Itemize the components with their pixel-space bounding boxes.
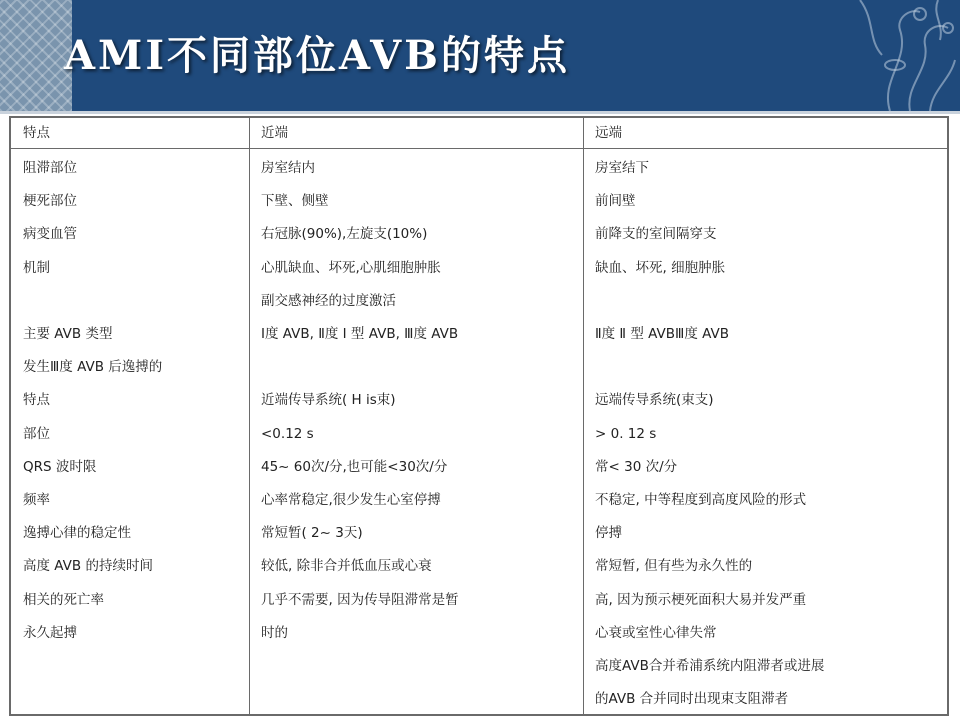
table-cell: 相关的死亡率 [23,591,104,608]
table-cell: 下壁、侧壁 [261,193,329,210]
ornament-icon [820,0,960,111]
table-cell: 停搏 [595,525,622,542]
table-cell: 前降支的室间隔穿支 [595,226,717,243]
table-cell: 逸搏心律的稳定性 [23,525,131,542]
table-cell: 机制 [23,259,50,276]
table-cell: 副交感神经的过度激活 [261,292,396,309]
header-pattern [0,0,72,111]
comparison-table [9,116,949,716]
table-cell: 阻滞部位 [23,160,77,176]
table-cell: QRS 波时限 [23,458,97,475]
column-divider [583,118,584,714]
table-cell: 高, 因为预示梗死面积大易并发严重 [595,591,807,608]
table-cell: 房室结下 [595,160,649,176]
table-cell: 主要 AVB 类型 [23,326,113,342]
header-row-divider [11,148,947,149]
table-cell: 高度 AVB 的持续时间 [23,558,153,575]
table-cell: 常< 30 次/分 [595,458,678,475]
table-cell: 心率常稳定,很少发生心室停搏 [261,492,441,508]
table-cell: 病变血管 [23,226,77,243]
table-cell: Ⅰ度 AVB, Ⅱ度 Ⅰ 型 AVB, Ⅲ度 AVB [261,326,459,342]
table-cell: 永久起搏 [23,624,77,641]
table-cell: > 0. 12 s [595,425,657,442]
table-cell: 不稳定, 中等程度到高度风险的形式 [595,492,807,508]
table-cell: 几乎不需要, 因为传导阻滞常是暂 [261,591,459,608]
table-cell: <0.12 s [261,425,314,442]
table-cell: 右冠脉(90%),左旋支(10%) [261,226,428,243]
page-title: AMI不同部位AVB的特点 [64,32,570,79]
header-features: 特点 [23,125,50,141]
table-cell: 部位 [23,425,50,442]
table-cell: 前间壁 [595,193,636,210]
header-distal: 远端 [595,125,622,141]
table-cell: 频率 [23,492,50,508]
table-cell: 远端传导系统(束支) [595,392,714,409]
column-divider [249,118,250,714]
table-cell: 较低, 除非合并低血压或心衰 [261,558,432,575]
table-cell: 特点 [23,392,50,409]
table-cell: 发生Ⅲ度 AVB 后逸搏的 [23,359,163,376]
table-cell: 心肌缺血、坏死,心肌细胞肿胀 [261,259,441,276]
table-cell: 时的 [261,624,288,641]
header-proximal: 近端 [261,125,288,141]
slide-header [0,0,960,111]
table-cell: 心衰或室性心律失常 [595,624,717,641]
table-cell: 房室结内 [261,160,315,176]
table-cell: Ⅱ度 Ⅱ 型 AVBⅢ度 AVB [595,326,729,342]
table-cell: 近端传导系统( H is束) [261,392,396,409]
table-cell: 梗死部位 [23,193,77,210]
header-divider [0,111,960,114]
table-cell: 的AVB 合并同时出现束支阻滞者 [595,691,789,708]
table-cell: 45~ 60次/分,也可能<30次/分 [261,458,448,475]
table-cell: 缺血、坏死, 细胞肿胀 [595,259,726,276]
table-cell: 常短暂( 2~ 3天) [261,525,363,542]
table-cell: 常短暂, 但有些为永久性的 [595,558,753,575]
table-cell: 高度AVB合并希浦系统内阻滞者或进展 [595,658,825,674]
